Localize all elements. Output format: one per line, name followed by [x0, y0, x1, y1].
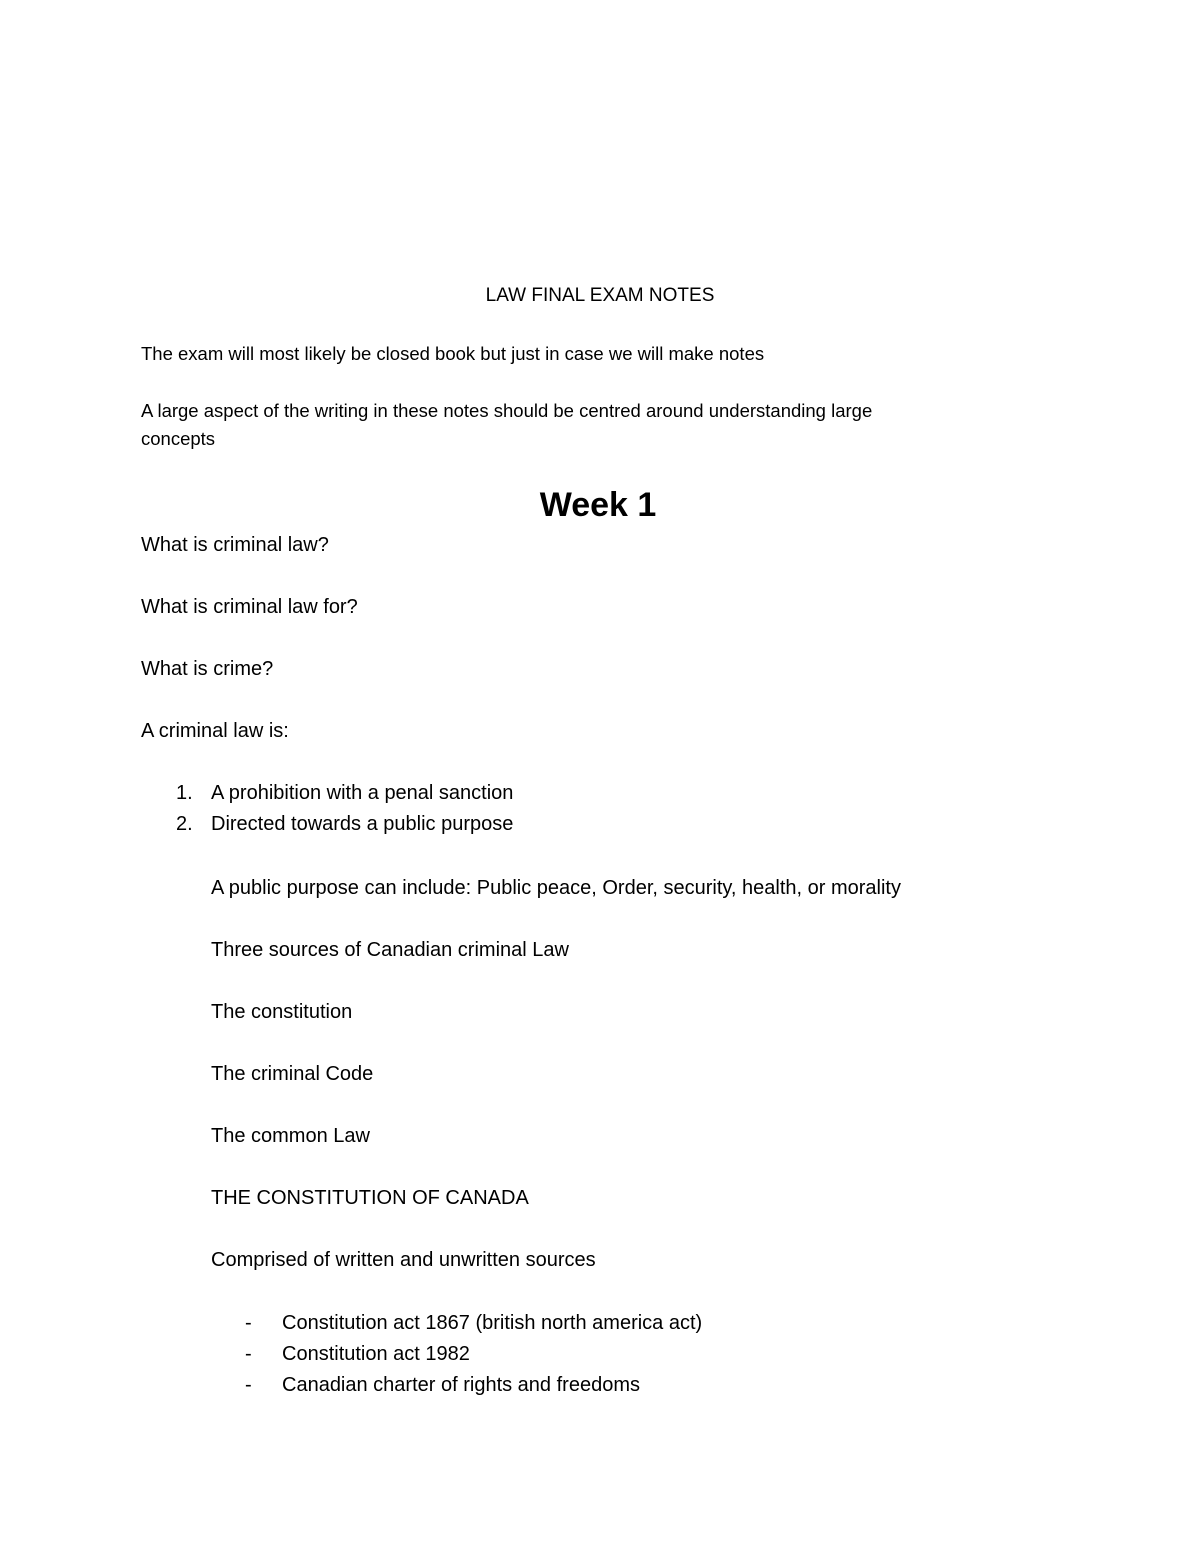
constitution-heading: THE CONSTITUTION OF CANADA: [211, 1187, 529, 1209]
public-purpose-paragraph: A public purpose can include: Public peace, Order, security, health, or morality: [211, 877, 901, 899]
dash-list-item: Constitution act 1982: [282, 1343, 470, 1365]
source-criminal-code: The criminal Code: [211, 1063, 374, 1085]
list-marker-2: 2.: [176, 813, 193, 835]
list-marker-1: 1.: [176, 782, 193, 804]
question-what-is-criminal-law-for: What is criminal law for?: [141, 596, 358, 618]
dash-list-item: Constitution act 1867 (british north america act): [282, 1312, 703, 1334]
intro-paragraph-1: The exam will most likely be closed book but just in case we will make notes: [141, 343, 765, 364]
written-unwritten-paragraph: Comprised of written and unwritten sources: [211, 1249, 596, 1271]
source-constitution: The constitution: [211, 1001, 353, 1023]
intro-paragraph-2-line-1: A large aspect of the writing in these notes should be centred around understanding large: [141, 400, 873, 421]
numbered-list-item: Directed towards a public purpose: [211, 813, 514, 835]
sources-heading: Three sources of Canadian criminal Law: [211, 939, 569, 961]
dash-marker: -: [245, 1343, 252, 1365]
numbered-list-item: A prohibition with a penal sanction: [211, 782, 514, 804]
question-what-is-criminal-law: What is criminal law?: [141, 534, 329, 556]
dash-marker: -: [245, 1374, 252, 1396]
dash-marker: -: [245, 1312, 252, 1334]
criminal-law-lead: A criminal law is:: [141, 720, 289, 742]
source-common-law: The common Law: [211, 1125, 370, 1147]
week-heading: Week 1: [539, 486, 657, 524]
question-what-is-crime: What is crime?: [141, 658, 274, 680]
dash-list-item: Canadian charter of rights and freedoms: [282, 1374, 640, 1396]
intro-paragraph-2-line-2: concepts: [141, 428, 216, 449]
document-title: LAW FINAL EXAM NOTES: [485, 285, 715, 306]
